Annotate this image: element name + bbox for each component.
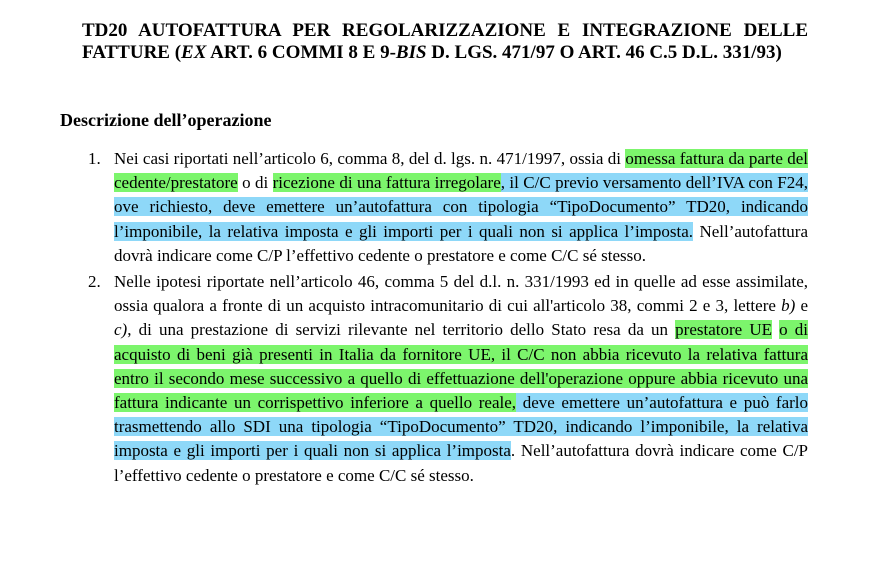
title-italic-bis: BIS [395, 42, 427, 63]
green-highlight: prestatore UE [675, 320, 772, 340]
list-item-text [114, 147, 808, 268]
title-part-3: D. LGS. 471/97 O ART. 46 C.5 D.L. 331/93) [426, 42, 782, 63]
text-segment: . Nell’autofattura dovrà indicare come C/P l’effettivo cedente o prestatore e come C/C sé stesso. [114, 441, 808, 485]
green-highlight: ricezione di una fattura irregolare [272, 173, 501, 193]
list-item-number: 2. [88, 272, 101, 292]
blue-highlight: , il C/C previo versamento dell’IVA con F24, ove richiesto, deve emettere un’autofattura con tipologia “TipoDocumento” TD20, indicando l’imponibile, la relativa imposta e gli importi per i quali non si applica l’imposta. [114, 173, 809, 241]
text-segment: , di una prestazione di servizi rilevante nel territorio dello Stato resa da un [127, 320, 676, 340]
list-item-2 [0, 270, 874, 488]
list-item-text [114, 270, 808, 488]
title-italic-ex: EX [181, 42, 207, 63]
list-item-1 [0, 147, 874, 268]
text-segment: Nei casi riportati nell’articolo 6, comma 8, del d. lgs. n. 471/1997, ossia di [114, 149, 626, 168]
text-segment: e [795, 296, 808, 316]
green-highlight: o di acquisto di beni già presenti in Italia da fornitore UE, il C/C non abbia ricevuto la relativa fattura entro il secondo mese successivo a quello di effettuazione dell'operazione oppure abbia ricevuto una fattura indicante un corrispettivo inferiore a quello reale, [114, 320, 808, 413]
blue-highlight: deve emettere un’autofattura e può farlo trasmettendo allo SDI una tipologia “TipoDocumento” TD20, indicando l’imponibile, la relativa imposta e gli importi per i quali non si applica l’imposta [114, 393, 809, 461]
operation-list [0, 147, 874, 490]
title-part-1: TD20 AUTOFATTURA PER REGOLARIZZAZIONE E INTEGRAZIONE DELLE FATTURE ( [82, 20, 808, 63]
italic-letter-c: c) [114, 320, 128, 340]
green-highlight: omessa fattura da parte del cedente/prestatore [114, 149, 808, 193]
document-title [82, 20, 808, 64]
title-part-2: ART. 6 COMMI 8 E 9- [206, 42, 396, 63]
list-item-number: 1. [88, 149, 101, 168]
text-segment: o di [237, 173, 273, 193]
text-segment: Nelle ipotesi riportate nell’articolo 46, comma 5 del d.l. n. 331/1993 ed in quelle ad esse assimilate, ossia qualora a fronte di un acquisto intracomunitario di cui all'articolo 38, commi 2 e 3, lettere [114, 272, 808, 316]
text-segment: Nell’autofattura dovrà indicare come C/P l’effettivo cedente o prestatore e come C/C sé stesso. [114, 221, 808, 265]
section-heading: Descrizione dell’operazione [60, 110, 272, 130]
italic-letter-b: b) [781, 296, 796, 316]
